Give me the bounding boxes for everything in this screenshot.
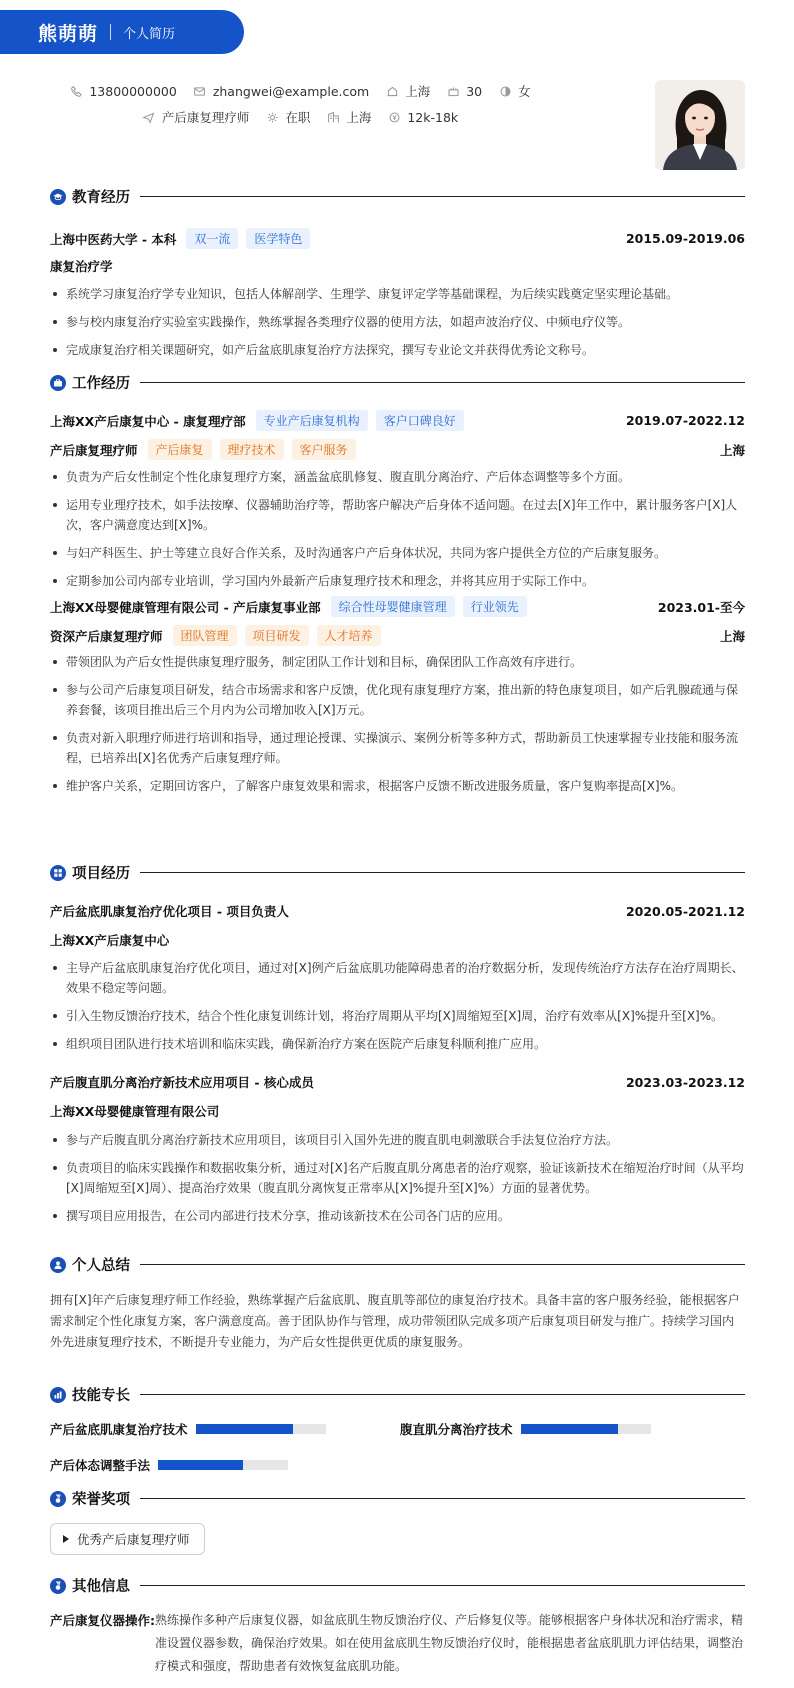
salary-icon [387,110,401,124]
skill-item [50,1420,326,1438]
project-2-bullets [50,1130,745,1234]
grid-icon [50,865,66,881]
project-date: 2020.05-2021.12 [625,903,745,919]
graduation-cap-icon [50,189,66,205]
job-date: 2023.01-至今 [657,599,745,615]
age-text: 30 [466,83,483,99]
skills-section-header [50,1384,745,1405]
section-divider [140,1498,745,1499]
salary-text: 12k-18k [407,109,459,125]
education-title: 教育经历 [72,190,130,206]
contact-gender [498,82,531,100]
role-tag: 团队管理 [173,625,237,646]
skill-bar [196,1424,326,1434]
project-date: 2023.03-2023.12 [625,1074,745,1090]
school-name: 上海中医药大学 - 本科 [50,231,177,247]
list-item: 参与校内康复治疗实验室实践操作，熟练掌握各类理疗仪器的使用方法，如超声波治疗仪、中频电疗仪等。 [50,312,745,332]
candidate-name: 熊萌萌 [38,22,99,45]
job-1-header [50,410,745,431]
awards-section-header [50,1488,745,1509]
header-banner [0,10,244,54]
email-text: zhangwei@example.com [212,83,370,99]
company-tag: 综合性母婴健康管理 [331,596,455,617]
role-tag: 项目研发 [245,625,309,646]
company-name: 上海XX母婴健康管理有限公司 - 产后康复事业部 [50,599,321,615]
project-2-header [50,1073,745,1091]
medal-icon [50,1491,66,1507]
role-tag: 客户服务 [292,439,356,460]
job-date: 2019.07-2022.12 [625,413,745,428]
skill-name: 产后盆底肌康复治疗技术 [50,1422,188,1437]
job-role: 产后康复理疗师 [50,442,138,458]
phone-icon [69,84,83,98]
list-item: 运用专业理疗技术，如手法按摩、仪器辅助治疗等，帮助客户解决产后身体不适问题。在过去[X]年工作中，累计服务客户[X]人次，客户满意度达到[X]%。 [50,495,745,535]
contact-salary [387,110,458,125]
list-item: 组织项目团队进行技术培训和临床实践，确保新治疗方案在医院产后康复科顺利推广应用。 [50,1034,745,1054]
chart-icon [50,1387,66,1403]
skill-bar [521,1424,651,1434]
location-text: 上海 [405,84,431,99]
company-tag: 客户口碑良好 [376,410,464,431]
skill-name: 产后体态调整手法 [50,1458,151,1473]
work-section-header [50,372,745,393]
contact-status [265,108,310,126]
job-city: 上海 [719,442,745,458]
education-entry-header [50,228,745,249]
job-2-header [50,596,745,617]
section-divider [140,196,745,197]
skill-bar [158,1460,288,1470]
award-item [50,1523,205,1555]
other-label: 产后康复仪器操作: [50,1613,155,1628]
contact-phone [69,84,176,99]
education-major: 康复治疗学 [50,259,113,274]
role-tag: 产后康复 [148,439,212,460]
skill-bar-fill [196,1424,294,1434]
contact-city [326,108,371,126]
list-item: 定期参加公司内部专业培训，学习国内外最新产后康复理疗技术和理念，并将其应用于实际工作中。 [50,571,745,591]
summary-section-header [50,1254,745,1275]
skill-item [400,1420,651,1438]
summary-text: 拥有[X]年产后康复理疗师工作经验，熟练掌握产后盆底肌、腹直肌等部位的康复治疗技术。具备丰富的客户服务经验，能根据客户需求制定个性化康复方案，客户满意度高。善于团队协作与管理，成功带领团队完成多项产后康复项目研发与推广。持续学习国内外先进康复理疗技术，不断提升专业能力，为产后女性提供更优质的康复服务。 [50,1293,740,1349]
gender-text: 女 [518,84,531,99]
education-bullets [50,284,745,368]
list-item: 负责对新入职理疗师进行培训和指导，通过理论授课、实操演示、案例分析等多种方式，帮助新员工快速掌握专业技能和服务流程，已培养出[X]名优秀产后康复理疗师。 [50,728,745,768]
job-2-role-row [50,625,745,646]
work-title: 工作经历 [72,376,130,392]
list-item: 系统学习康复治疗学专业知识，包括人体解剖学、生理学、康复评定学等基础课程，为后续实践奠定坚实理论基础。 [50,284,745,304]
position-text: 产后康复理疗师 [161,110,250,125]
play-icon [63,1535,69,1543]
contact-position [142,108,250,126]
job-role: 资深产后康复理疗师 [50,628,163,644]
profile-photo [655,80,745,170]
city-text: 上海 [346,110,372,125]
role-tag: 理疗技术 [220,439,284,460]
project-name: 产后盆底肌康复治疗优化项目 - 项目负责人 [50,904,289,919]
skill-name: 腹直肌分离治疗技术 [400,1422,513,1437]
project-1-bullets [50,958,745,1062]
section-divider [140,1394,745,1395]
list-item: 撰写项目应用报告，在公司内部进行技术分享，推动该新技术在公司各门店的应用。 [50,1206,745,1226]
list-item: 负责为产后女性制定个性化康复理疗方案，涵盖盆底肌修复、腹直肌分离治疗、产后体态调整等多个方面。 [50,467,745,487]
list-item: 完成康复治疗相关课题研究，如产后盆底肌康复治疗方法探究，撰写专业论文并获得优秀论文称号。 [50,340,745,360]
contact-location [385,82,430,100]
education-section-header [50,186,745,207]
section-divider [140,382,745,383]
other-title: 其他信息 [72,1579,130,1595]
project-1-header [50,902,745,920]
section-divider [140,872,745,873]
list-item: 主导产后盆底肌康复治疗优化项目，通过对[X]例产后盆底肌功能障碍患者的治疗数据分析，发现传统治疗方法存在治疗周期长、效果不稳定等问题。 [50,958,745,998]
project-name: 产后腹直肌分离治疗新技术应用项目 - 核心成员 [50,1075,314,1090]
contact-email [193,84,369,99]
list-item: 维护客户关系，定期回访客户，了解客户康复效果和需求，根据客户反馈不断改进服务质量，客户复购率提高[X]%。 [50,776,745,796]
status-text: 在职 [285,110,311,125]
section-divider [140,1585,745,1586]
list-item: 带领团队为产后女性提供康复理疗服务，制定团队工作计划和目标，确保团队工作高效有序进行。 [50,652,745,672]
list-item: 引入生物反馈治疗技术，结合个性化康复训练计划，将治疗周期从平均[X]周缩短至[X]周，治疗有效率从[X]%提升至[X]%。 [50,1006,745,1026]
summary-title: 个人总结 [72,1258,130,1274]
role-tag: 人才培养 [317,625,381,646]
age-icon [446,84,460,98]
award-name: 优秀产后康复理疗师 [77,1532,190,1547]
list-item: 与妇产科医生、护士等建立良好合作关系，及时沟通客户产后身体状况，共同为客户提供全方位的产后康复服务。 [50,543,745,563]
other-text: 熟练操作多种产后康复仪器，如盆底肌生物反馈治疗仪、产后修复仪等。能够根据客户身体状况和治疗需求，精准设置仪器参数，确保治疗效果。如在使用盆底肌生物反馈治疗仪时，能根据患者盆底肌肌力评估结果，调整治疗模式和强度，帮助患者有效恢复盆底肌功能。 [155,1613,744,1673]
skill-item [50,1456,288,1474]
city-icon [326,110,340,124]
header-divider [110,24,111,40]
list-item: 参与公司产后康复项目研发，结合市场需求和客户反馈，优化现有康复理疗方案，推出新的特色康复项目，如产后乳腺疏通与保养套餐，该项目推出后三个月内为公司增加收入[X]万元。 [50,680,745,720]
company-name: 上海XX产后康复中心 - 康复理疗部 [50,413,246,429]
projects-title: 项目经历 [72,866,130,882]
gender-icon [498,84,512,98]
project-org: 上海XX产后康复中心 [50,933,170,948]
other-section-header [50,1575,745,1596]
job-2-bullets [50,652,745,804]
projects-section-header [50,862,745,883]
education-date: 2015.09-2019.06 [625,231,745,246]
contact-age [446,84,482,99]
skills-title: 技能专长 [72,1388,130,1404]
education-tag: 医学特色 [246,228,310,249]
status-icon [265,110,279,124]
education-tag: 双一流 [186,228,238,249]
job-city: 上海 [719,628,745,644]
list-item: 参与产后腹直肌分离治疗新技术应用项目，该项目引入国外先进的腹直肌电刺激联合手法复位治疗方法。 [50,1130,745,1150]
company-tag: 行业领先 [463,596,527,617]
contact-row-2 [0,108,600,126]
job-1-bullets [50,467,745,599]
awards-title: 荣誉奖项 [72,1492,130,1508]
contact-row-1 [0,82,600,100]
company-tag: 专业产后康复机构 [256,410,368,431]
list-item: 负责项目的临床实践操作和数据收集分析，通过对[X]名产后腹直肌分离患者的治疗观察，验证该新技术在缩短治疗时间（从平均[X]周缩短至[X]周）、提高治疗效果（腹直肌分离恢复正常率从[X]%提升至[X]%）方面的显著优势。 [50,1158,745,1198]
other-info-row [50,1609,745,1678]
location-icon [385,84,399,98]
skill-bar-fill [521,1424,619,1434]
resume-subtitle: 个人简历 [123,26,176,42]
user-icon [50,1257,66,1273]
mail-icon [193,84,207,98]
briefcase-icon [50,375,66,391]
medal-icon [50,1578,66,1594]
section-divider [140,1264,745,1265]
phone-text: 13800000000 [89,83,177,99]
skill-bar-fill [158,1460,243,1470]
send-icon [142,110,156,124]
job-1-role-row [50,439,745,460]
project-org: 上海XX母婴健康管理有限公司 [50,1104,220,1119]
